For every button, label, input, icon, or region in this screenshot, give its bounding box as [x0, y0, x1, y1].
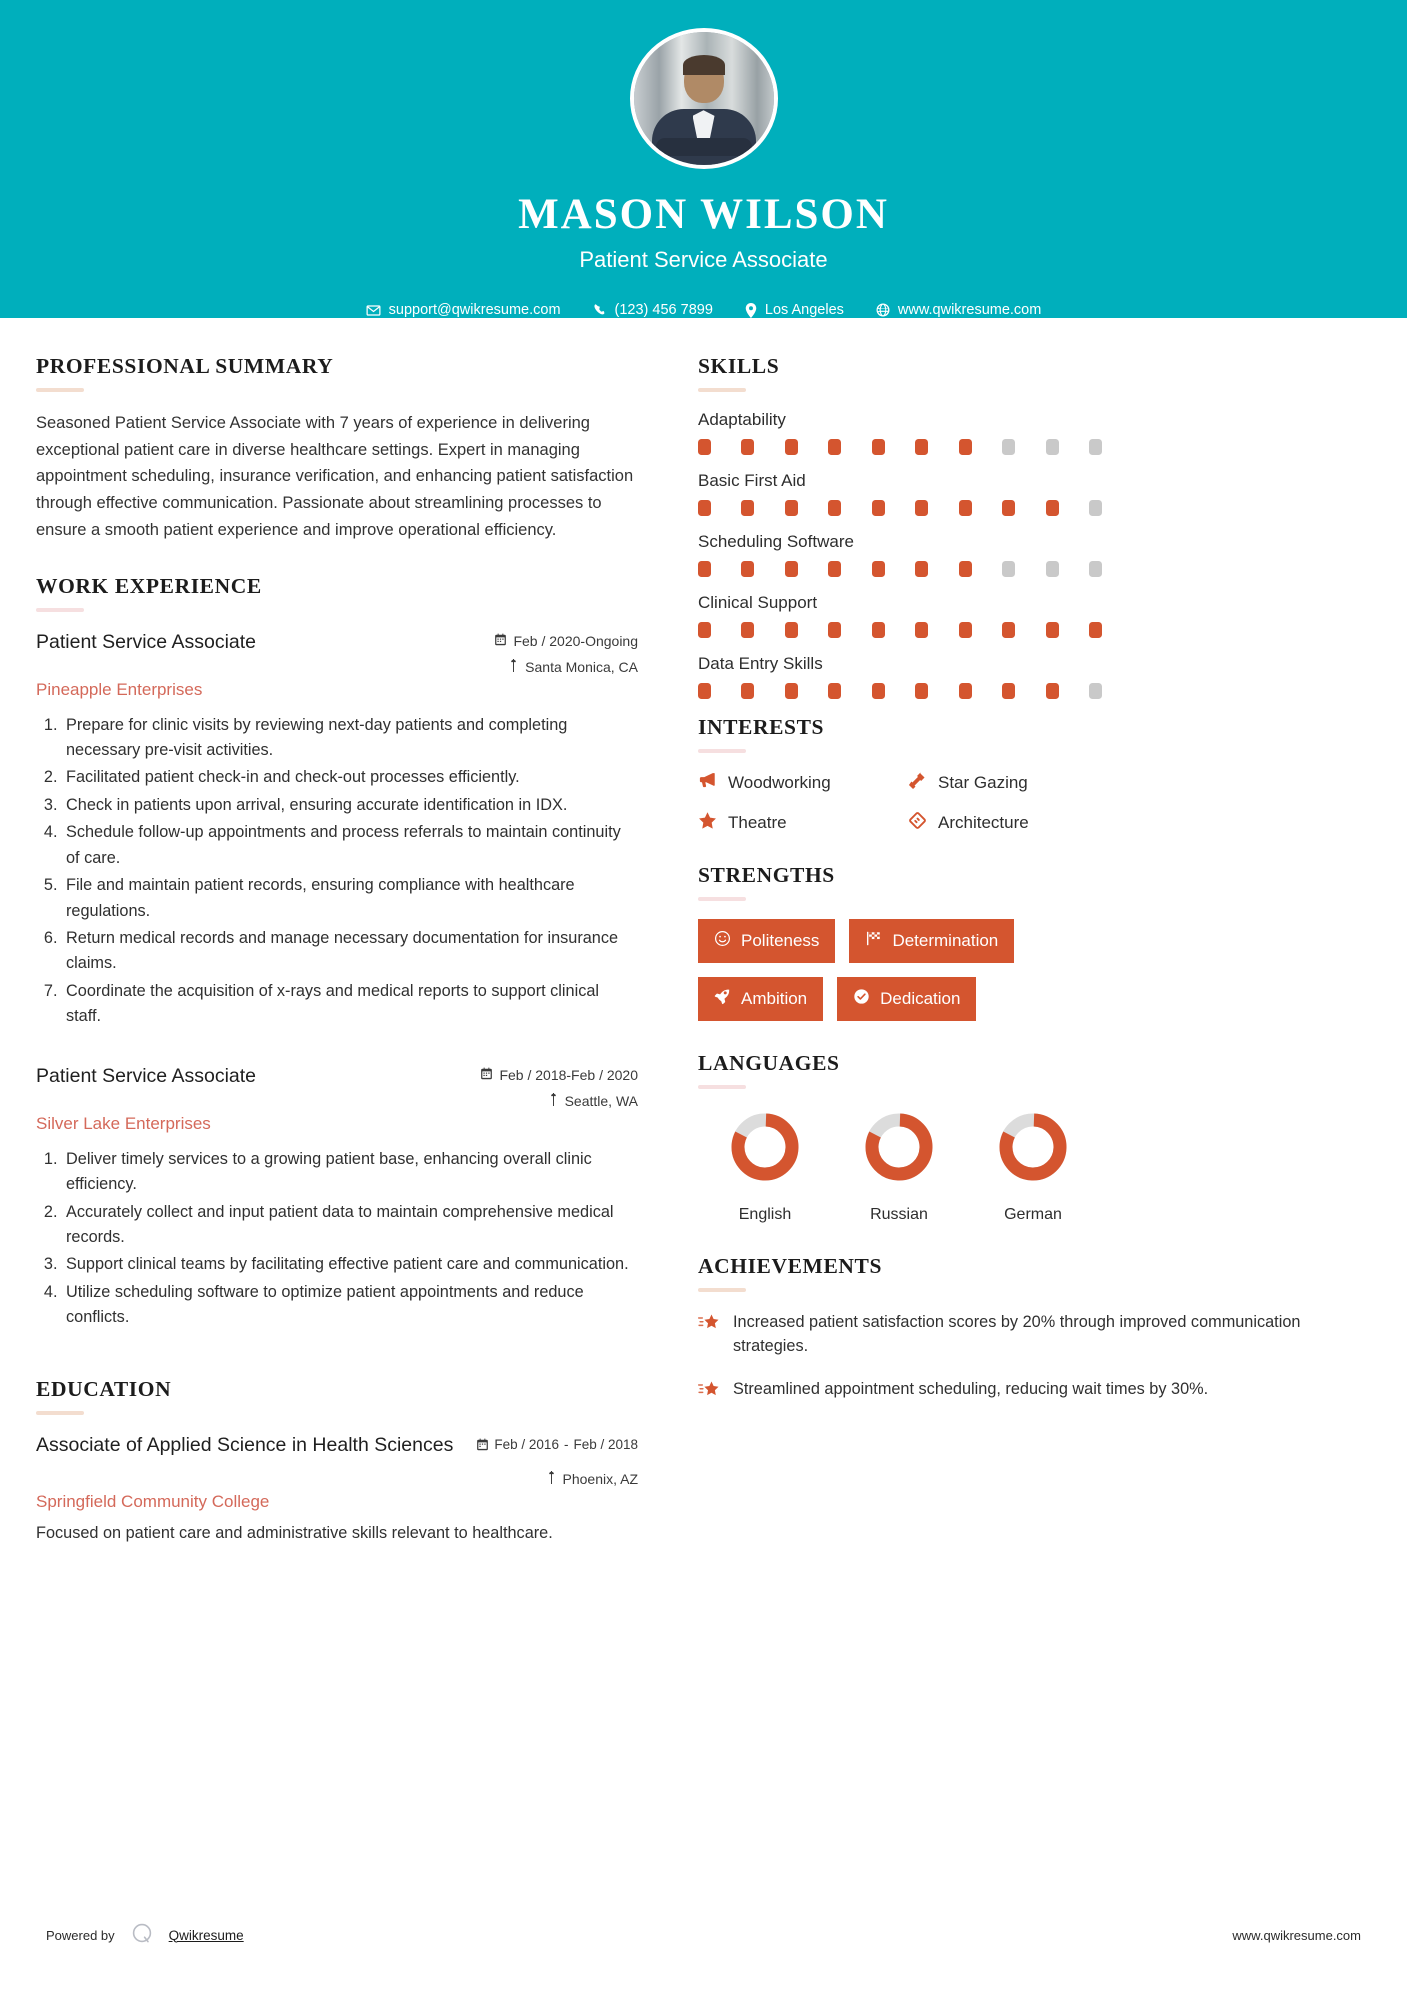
- interest-label: Architecture: [938, 813, 1029, 832]
- skill-dot-filled: [959, 500, 972, 516]
- skill-dot-filled: [1002, 683, 1015, 699]
- skill-dot-empty: [1002, 561, 1015, 577]
- language-label: English: [738, 1206, 792, 1223]
- section-title-languages: LANGUAGES: [698, 1051, 840, 1075]
- strengths-list: [698, 919, 1371, 1021]
- work-bullet: 3. Support clinical teams by facilitating effective patient care and communication.: [62, 1252, 638, 1277]
- q-logo-icon: [129, 1921, 155, 1950]
- skill-dot-filled: [698, 683, 711, 699]
- skill-dot-filled: [828, 561, 841, 577]
- skill-dot-empty: [1089, 500, 1102, 516]
- section-interests: [698, 715, 1371, 835]
- section-languages: [698, 1051, 1371, 1224]
- skill-rating: [698, 500, 1102, 516]
- skill-dot-filled: [828, 500, 841, 516]
- skill-dot-filled: [1002, 500, 1015, 516]
- skill-label: Scheduling Software: [698, 532, 854, 551]
- skill-dot-filled: [959, 439, 972, 455]
- section-rule: [698, 388, 746, 392]
- education-entry-header: [36, 1433, 638, 1488]
- education-location: [466, 1471, 638, 1487]
- work-location-text: Santa Monica, CA: [525, 658, 638, 675]
- language-item: [698, 1107, 832, 1224]
- skill-dot-empty: [1046, 439, 1059, 455]
- section-education: [36, 1377, 638, 1547]
- achievement-text: Increased patient satisfaction scores by 20% through improved communication strategies.: [733, 1313, 1301, 1356]
- languages-list: [698, 1107, 1371, 1224]
- work-bullet: 3. Check in patients upon arrival, ensuring accurate identification in IDX.: [62, 793, 638, 818]
- education-meta: [466, 1433, 638, 1488]
- skill-label: Basic First Aid: [698, 471, 806, 490]
- avatar: [630, 28, 778, 169]
- job-title: Patient Service Associate: [579, 247, 828, 272]
- skill-dot-filled: [872, 622, 885, 638]
- strength-chip: [849, 919, 1014, 963]
- smiley-icon: [714, 930, 731, 952]
- strength-chip: [837, 977, 976, 1021]
- section-rule: [698, 749, 746, 753]
- strength-label: Politeness: [741, 931, 820, 950]
- map-pin-icon: [546, 1471, 557, 1487]
- work-date-text: Feb / 2020-Ongoing: [513, 632, 638, 649]
- education-entry: [36, 1433, 638, 1547]
- rocket-icon: [714, 988, 731, 1010]
- shooting-star-icon: [698, 1310, 720, 1359]
- skill-dot-filled: [741, 500, 754, 516]
- skill-dot-filled: [872, 683, 885, 699]
- skill-dot-empty: [1089, 561, 1102, 577]
- work-bullet: 5. File and maintain patient records, ensuring compliance with healthcare regulations.: [62, 873, 638, 924]
- language-label: German: [1004, 1206, 1062, 1223]
- interest-item: [698, 771, 908, 795]
- contact-website[interactable]: [876, 302, 1041, 318]
- section-strengths: [698, 863, 1371, 1021]
- language-item: [966, 1107, 1100, 1224]
- work-bullet: 1. Prepare for clinic visits by reviewing next-day patients and completing necessary pre-visit activities.: [62, 713, 638, 764]
- skill-dot-empty: [1089, 439, 1102, 455]
- skill-dot-filled: [959, 683, 972, 699]
- spacer: [36, 1333, 638, 1377]
- section-achievements: [698, 1254, 1371, 1407]
- skills-list: [698, 410, 1371, 699]
- work-meta: [466, 1064, 638, 1109]
- interest-item: [908, 771, 1371, 795]
- resume-footer: [0, 1880, 1407, 1990]
- work-bullet: 2. Accurately collect and input patient data to maintain comprehensive medical records.: [62, 1200, 638, 1251]
- interest-item: [698, 811, 908, 835]
- shooting-star-icon: [698, 1377, 720, 1407]
- footer-brand[interactable]: Qwikresume: [168, 1927, 244, 1943]
- interest-label: Theatre: [728, 813, 787, 832]
- diamond-icon: [908, 811, 927, 835]
- skill-dot-filled: [698, 622, 711, 638]
- skill-item: [698, 593, 1371, 638]
- skill-dot-filled: [959, 622, 972, 638]
- envelope-icon: [366, 303, 381, 318]
- education-degree: Associate of Applied Science in Health Sciences: [36, 1433, 454, 1456]
- section-title-work: WORK EXPERIENCE: [36, 573, 262, 598]
- section-rule: [36, 1411, 84, 1415]
- language-donut-chart: [725, 1107, 805, 1187]
- strengths-row: [698, 977, 1371, 1021]
- skill-rating: [698, 683, 1102, 699]
- skill-dot-filled: [698, 500, 711, 516]
- strength-label: Ambition: [741, 989, 808, 1008]
- skill-dot-filled: [872, 500, 885, 516]
- education-dates: [466, 1436, 638, 1456]
- work-entry-header: [36, 1064, 638, 1109]
- strength-chip: [698, 919, 835, 963]
- education-school: Springfield Community College: [36, 1492, 270, 1512]
- skill-label: Adaptability: [698, 410, 786, 429]
- calendar-icon: [476, 1436, 489, 1456]
- skill-dot-filled: [785, 439, 798, 455]
- section-rule: [698, 1085, 746, 1089]
- skill-dot-filled: [741, 622, 754, 638]
- education-date-end: Feb / 2018: [573, 1436, 638, 1452]
- phone-icon: [593, 303, 607, 317]
- skill-dot-filled: [785, 500, 798, 516]
- skill-dot-filled: [872, 439, 885, 455]
- work-date-text: Feb / 2018-Feb / 2020: [499, 1066, 638, 1083]
- section-title-summary: PROFESSIONAL SUMMARY: [36, 354, 334, 378]
- work-location: [466, 1093, 638, 1109]
- globe-icon: [876, 303, 890, 317]
- skill-dot-filled: [915, 439, 928, 455]
- education-description: Focused on patient care and administrative skills relevant to healthcare.: [36, 1524, 553, 1543]
- skill-dot-filled: [1046, 500, 1059, 516]
- contact-email-text: support@qwikresume.com: [388, 302, 561, 318]
- skill-dot-filled: [1002, 622, 1015, 638]
- right-column: [666, 318, 1371, 1546]
- check-circle-icon: [853, 988, 870, 1010]
- section-title-interests: INTERESTS: [698, 715, 825, 739]
- footer-powered-by: Powered by: [46, 1927, 115, 1943]
- skill-dot-filled: [959, 561, 972, 577]
- work-date: [466, 633, 638, 649]
- achievement-text: Streamlined appointment scheduling, reducing wait times by 30%.: [733, 1379, 1209, 1398]
- contact-location[interactable]: [745, 302, 844, 318]
- skill-dot-filled: [741, 683, 754, 699]
- skill-dot-empty: [1089, 683, 1102, 699]
- skill-dot-filled: [915, 622, 928, 638]
- skill-dot-filled: [915, 561, 928, 577]
- education-location-text: Phoenix, AZ: [562, 1471, 638, 1488]
- work-company: Silver Lake Enterprises: [36, 1113, 211, 1133]
- left-column: [36, 318, 666, 1546]
- skill-label: Data Entry Skills: [698, 654, 823, 673]
- work-bullets: [36, 1147, 638, 1331]
- calendar-icon: [494, 633, 507, 649]
- education-date-start: Feb / 2016: [494, 1436, 559, 1452]
- section-title-skills: SKILLS: [698, 354, 780, 378]
- section-title-education: EDUCATION: [36, 1376, 172, 1401]
- date-range-dash: -: [563, 1436, 569, 1452]
- strength-label: Dedication: [880, 989, 961, 1008]
- skill-dot-filled: [785, 683, 798, 699]
- avatar-arms: [656, 138, 752, 156]
- section-title-strengths: STRENGTHS: [698, 863, 835, 887]
- work-entry: [36, 1064, 638, 1331]
- work-entry-header: [36, 630, 638, 675]
- avatar-hair: [683, 55, 725, 75]
- work-entry: [36, 630, 638, 1030]
- hammer-icon: [908, 771, 927, 795]
- section-rule: [36, 608, 84, 612]
- contact-location-text: Los Angeles: [764, 302, 844, 318]
- work-bullet: 4. Schedule follow-up appointments and process referrals to maintain continuity of care.: [62, 820, 638, 871]
- section-professional-summary: [36, 354, 638, 544]
- skill-dot-filled: [741, 561, 754, 577]
- language-item: [832, 1107, 966, 1224]
- section-skills: [698, 354, 1371, 699]
- resume-body: [0, 318, 1407, 1546]
- strength-chip: [698, 977, 823, 1021]
- skill-dot-filled: [698, 561, 711, 577]
- work-location-text: Seattle, WA: [564, 1092, 638, 1109]
- spacer: [36, 1032, 638, 1058]
- section-rule: [698, 897, 746, 901]
- skill-item: [698, 532, 1371, 577]
- location-pin-icon: [745, 303, 757, 318]
- contact-website-text: www.qwikresume.com: [897, 302, 1042, 318]
- summary-text: Seasoned Patient Service Associate with 7 years of experience in delivering exceptional patient care in diverse healthcare settings. Expert in managing appointment scheduling, insurance verification, and enhancing patient satisfaction through effective communication. Passionate about streamlining processes to ensure a smooth patient experience and improve operational efficiency.: [36, 414, 634, 539]
- contact-row: [366, 302, 1042, 318]
- map-pin-icon: [548, 1093, 559, 1109]
- section-title-achievements: ACHIEVEMENTS: [698, 1254, 883, 1278]
- skill-item: [698, 471, 1371, 516]
- skill-dot-filled: [741, 439, 754, 455]
- work-bullet: 4. Utilize scheduling software to optimize patient appointments and reduce conflicts.: [62, 1280, 638, 1331]
- language-donut-chart: [859, 1107, 939, 1187]
- skill-dot-filled: [872, 561, 885, 577]
- interest-item: [908, 811, 1371, 835]
- work-date: [466, 1067, 638, 1083]
- skill-rating: [698, 622, 1102, 638]
- skill-dot-filled: [785, 561, 798, 577]
- flag-icon: [865, 930, 882, 952]
- section-work-experience: [36, 574, 638, 1331]
- work-location: [466, 659, 638, 675]
- skill-dot-filled: [828, 622, 841, 638]
- work-role: Patient Service Associate: [36, 1064, 257, 1087]
- contact-phone-text: (123) 456 7899: [614, 302, 713, 318]
- footer-website[interactable]: www.qwikresume.com: [1232, 1927, 1361, 1943]
- interest-label: Star Gazing: [938, 773, 1028, 792]
- language-label: Russian: [870, 1206, 928, 1223]
- contact-email[interactable]: [366, 302, 561, 318]
- work-company: Pineapple Enterprises: [36, 679, 203, 699]
- map-pin-icon: [508, 659, 519, 675]
- skill-item: [698, 410, 1371, 455]
- skill-dot-empty: [1002, 439, 1015, 455]
- skill-dot-filled: [915, 500, 928, 516]
- work-meta: [466, 630, 638, 675]
- footer-left: [46, 1921, 244, 1950]
- skill-dot-filled: [698, 439, 711, 455]
- contact-phone[interactable]: [593, 302, 713, 318]
- achievement-item: [698, 1310, 1371, 1359]
- work-role: Patient Service Associate: [36, 630, 257, 653]
- skill-dot-empty: [1046, 561, 1059, 577]
- page-title: MASON WILSON: [518, 190, 889, 238]
- work-bullet: 1. Deliver timely services to a growing patient base, enhancing overall clinic efficiency.: [62, 1147, 638, 1198]
- calendar-icon: [480, 1067, 493, 1083]
- strength-label: Determination: [892, 931, 999, 950]
- megaphone-icon: [698, 771, 717, 795]
- skill-rating: [698, 561, 1102, 577]
- resume-header: [0, 0, 1407, 318]
- skill-label: Clinical Support: [698, 593, 818, 612]
- language-donut-chart: [993, 1107, 1073, 1187]
- skill-dot-filled: [785, 622, 798, 638]
- work-bullet: 7. Coordinate the acquisition of x-rays and medical reports to support clinical staff.: [62, 979, 638, 1030]
- skill-rating: [698, 439, 1102, 455]
- strengths-row: [698, 919, 1371, 963]
- interest-label: Woodworking: [728, 773, 831, 792]
- skill-dot-filled: [1089, 622, 1102, 638]
- star-icon: [698, 811, 717, 835]
- work-bullet: 2. Facilitated patient check-in and check-out processes efficiently.: [62, 765, 638, 790]
- skill-dot-filled: [828, 439, 841, 455]
- skill-dot-filled: [1046, 683, 1059, 699]
- section-rule: [36, 388, 84, 392]
- work-bullet: 6. Return medical records and manage necessary documentation for insurance claims.: [62, 926, 638, 977]
- achievement-item: [698, 1377, 1371, 1407]
- skill-dot-filled: [915, 683, 928, 699]
- skill-dot-filled: [1046, 622, 1059, 638]
- section-rule: [698, 1288, 746, 1292]
- spacer: [36, 544, 638, 574]
- interests-grid: [698, 771, 1371, 835]
- skill-dot-filled: [828, 683, 841, 699]
- work-bullets: [36, 713, 638, 1030]
- skill-item: [698, 654, 1371, 699]
